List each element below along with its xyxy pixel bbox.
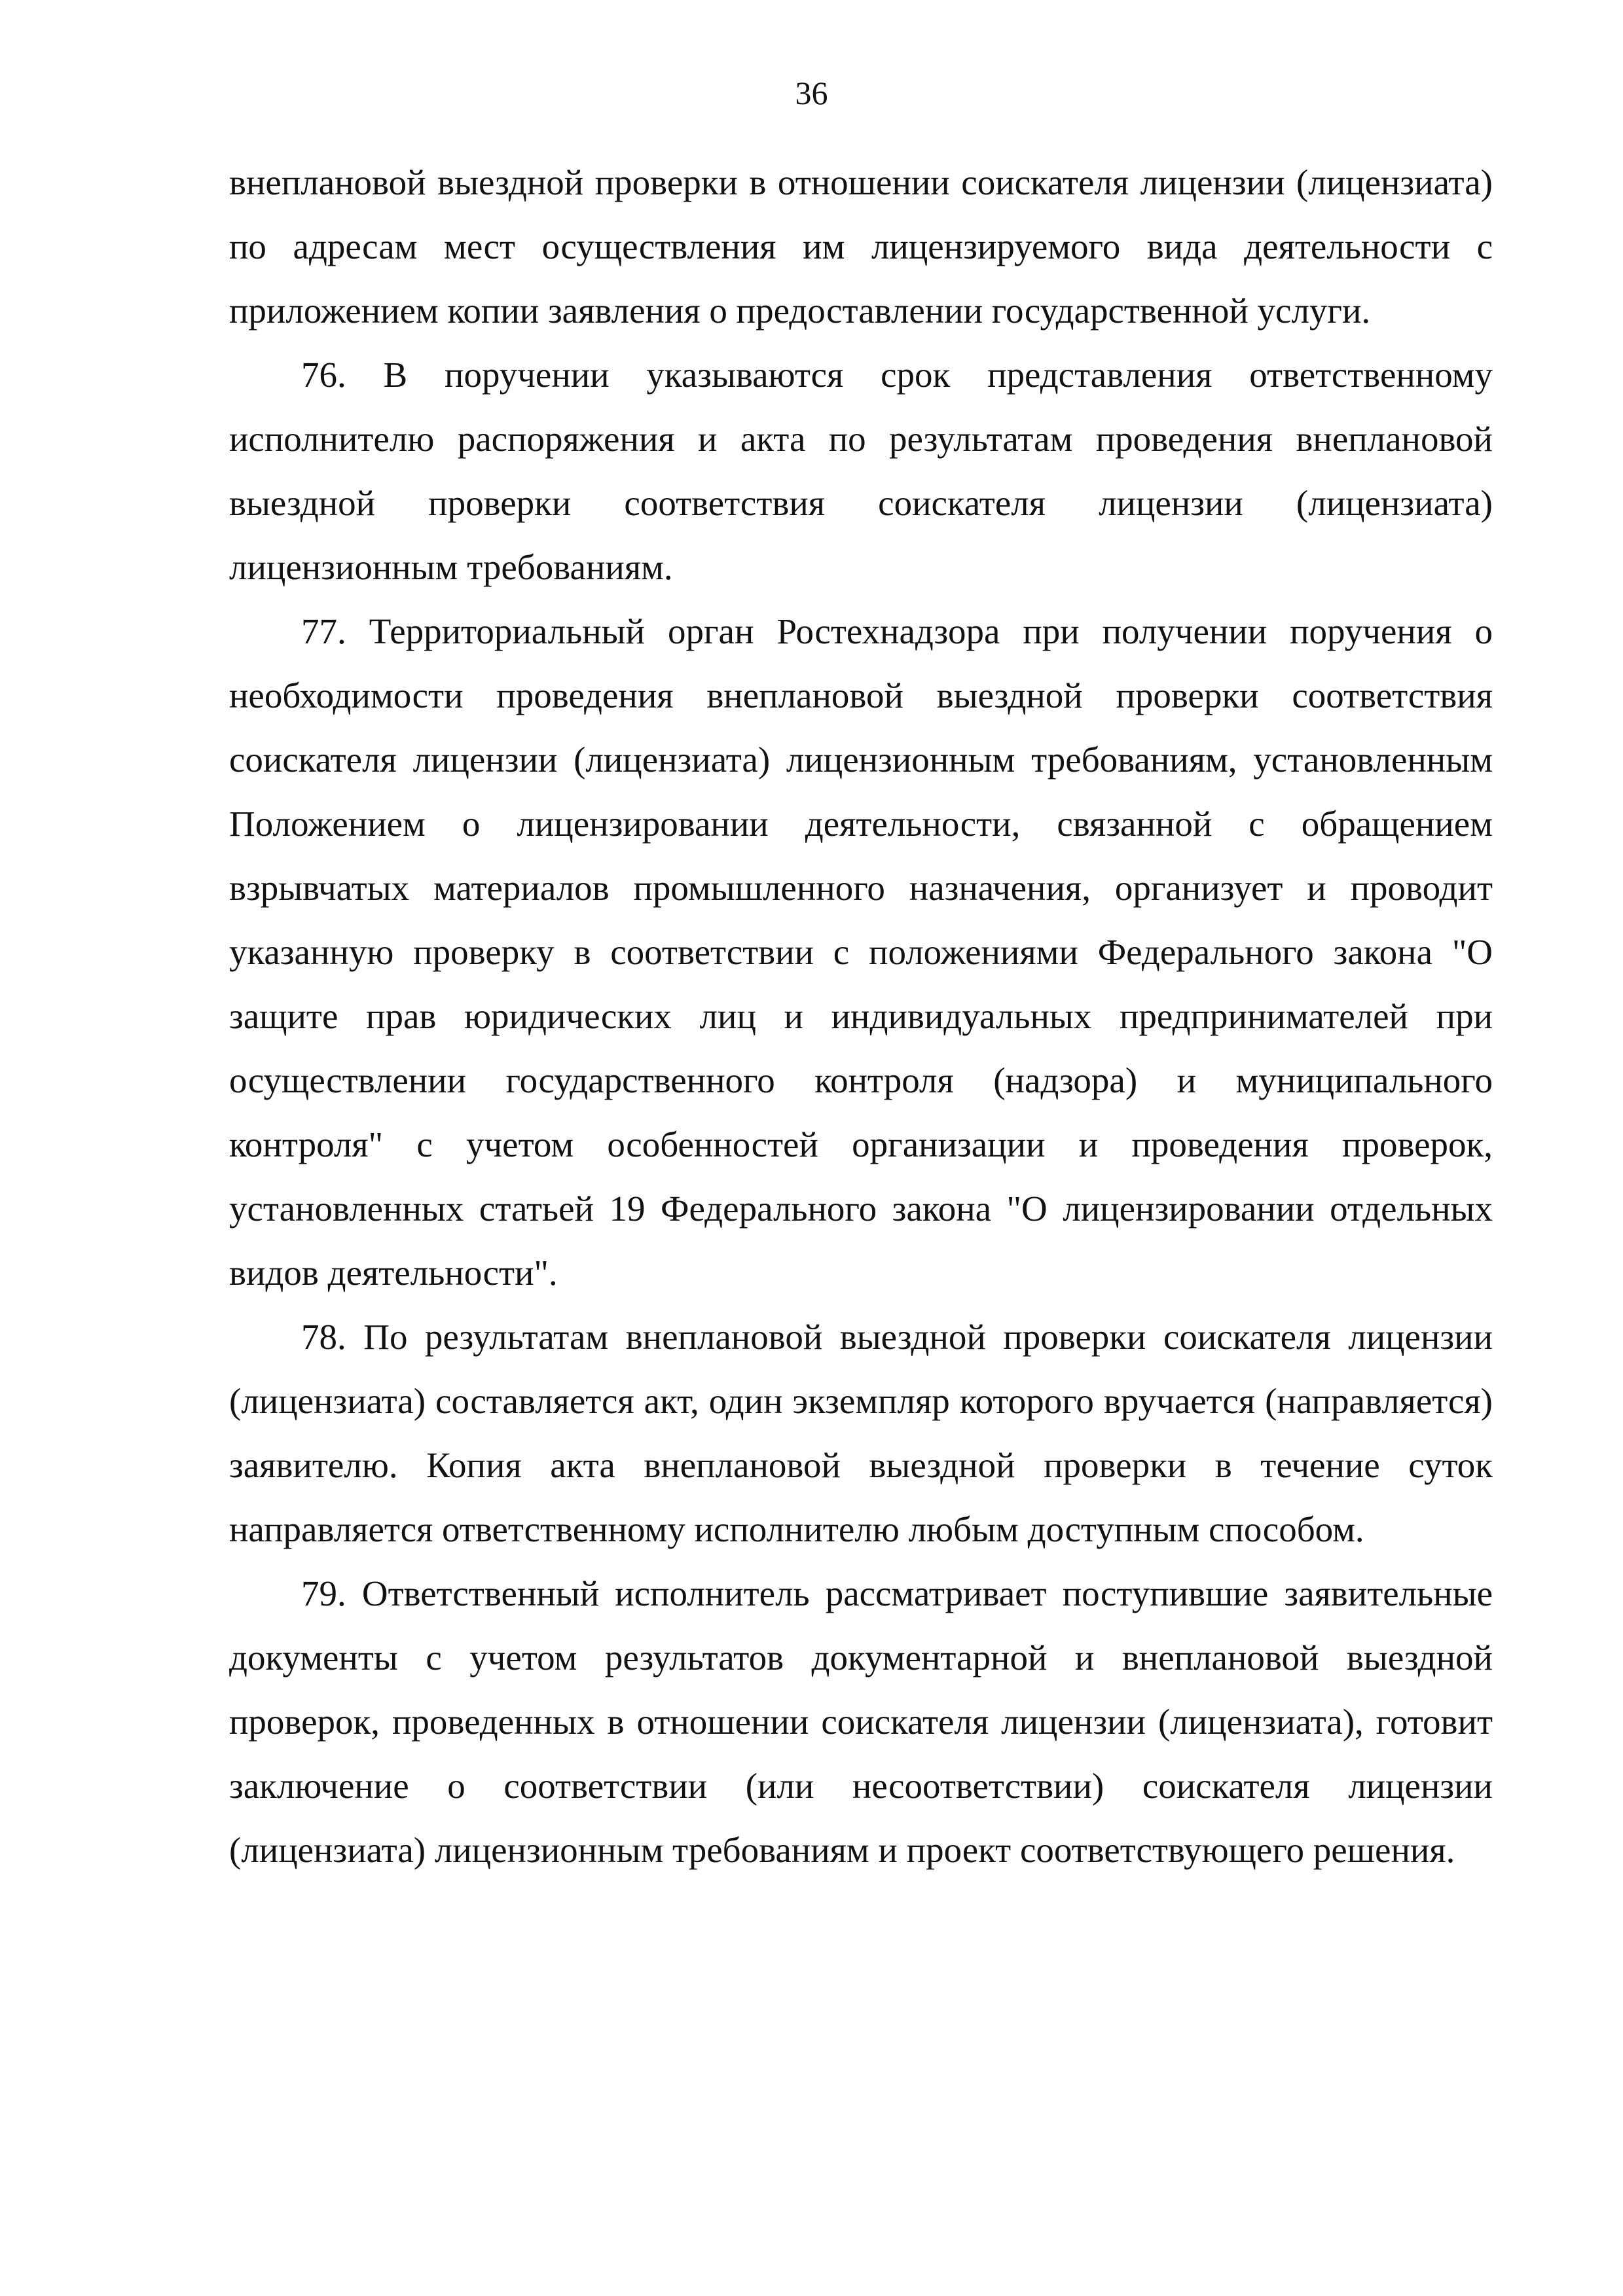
paragraph-76: 76. В поручении указываются срок представления ответственному исполнителю распоряжения и акта по результатам проведения внеплановой выездной проверки соответствия соискателя лицензии (лицензиата) лицензионным требованиям. [229,355,1493,587]
paragraph-79: 79. Ответственный исполнитель рассматривает поступившие заявительные документы с учетом результатов документарной и внеплановой выездной проверок, проведенных в отношении соискателя лицензии (лицензиата), готовит заключение о соответствии (или несоответствии) соискателя лицензии (лицензиата) лицензионным требованиям и проект соответствующего решения. [229,1573,1493,1870]
paragraph-78: 78. По результатам внеплановой выездной проверки соискателя лицензии (лицензиата) составляется акт, один экземпляр которого вручается (направляется) заявителю. Копия акта внеплановой выездной проверки в течение суток направляется ответственному исполнителю любым доступным способом. [229,1317,1493,1549]
paragraph-continuation: внеплановой выездной проверки в отношении соискателя лицензии (лицензиата) по адресам мест осуществления им лицензируемого вида деятельности с приложением копии заявления о предоставлении государственной услуги. [229,162,1493,331]
document-body [229,151,1493,1882]
paragraph-77: 77. Территориальный орган Ростехнадзора при получении поручения о необходимости проведения внеплановой выездной проверки соответствия соискателя лицензии (лицензиата) лицензионным требованиям, установленным Положением о лицензировании деятельности, связанной с обращением взрывчатых материалов промышленного назначения, организует и проводит указанную проверку в соответствии с положениями Федерального закона "О защите прав юридических лиц и индивидуальных предпринимателей при осуществлении государственного контроля (надзора) и муниципального контроля" с учетом особенностей организации и проведения проверок, установленных статьей 19 Федерального закона "О лицензировании отдельных видов деятельности". [229,611,1493,1293]
page-number: 36 [795,75,828,111]
